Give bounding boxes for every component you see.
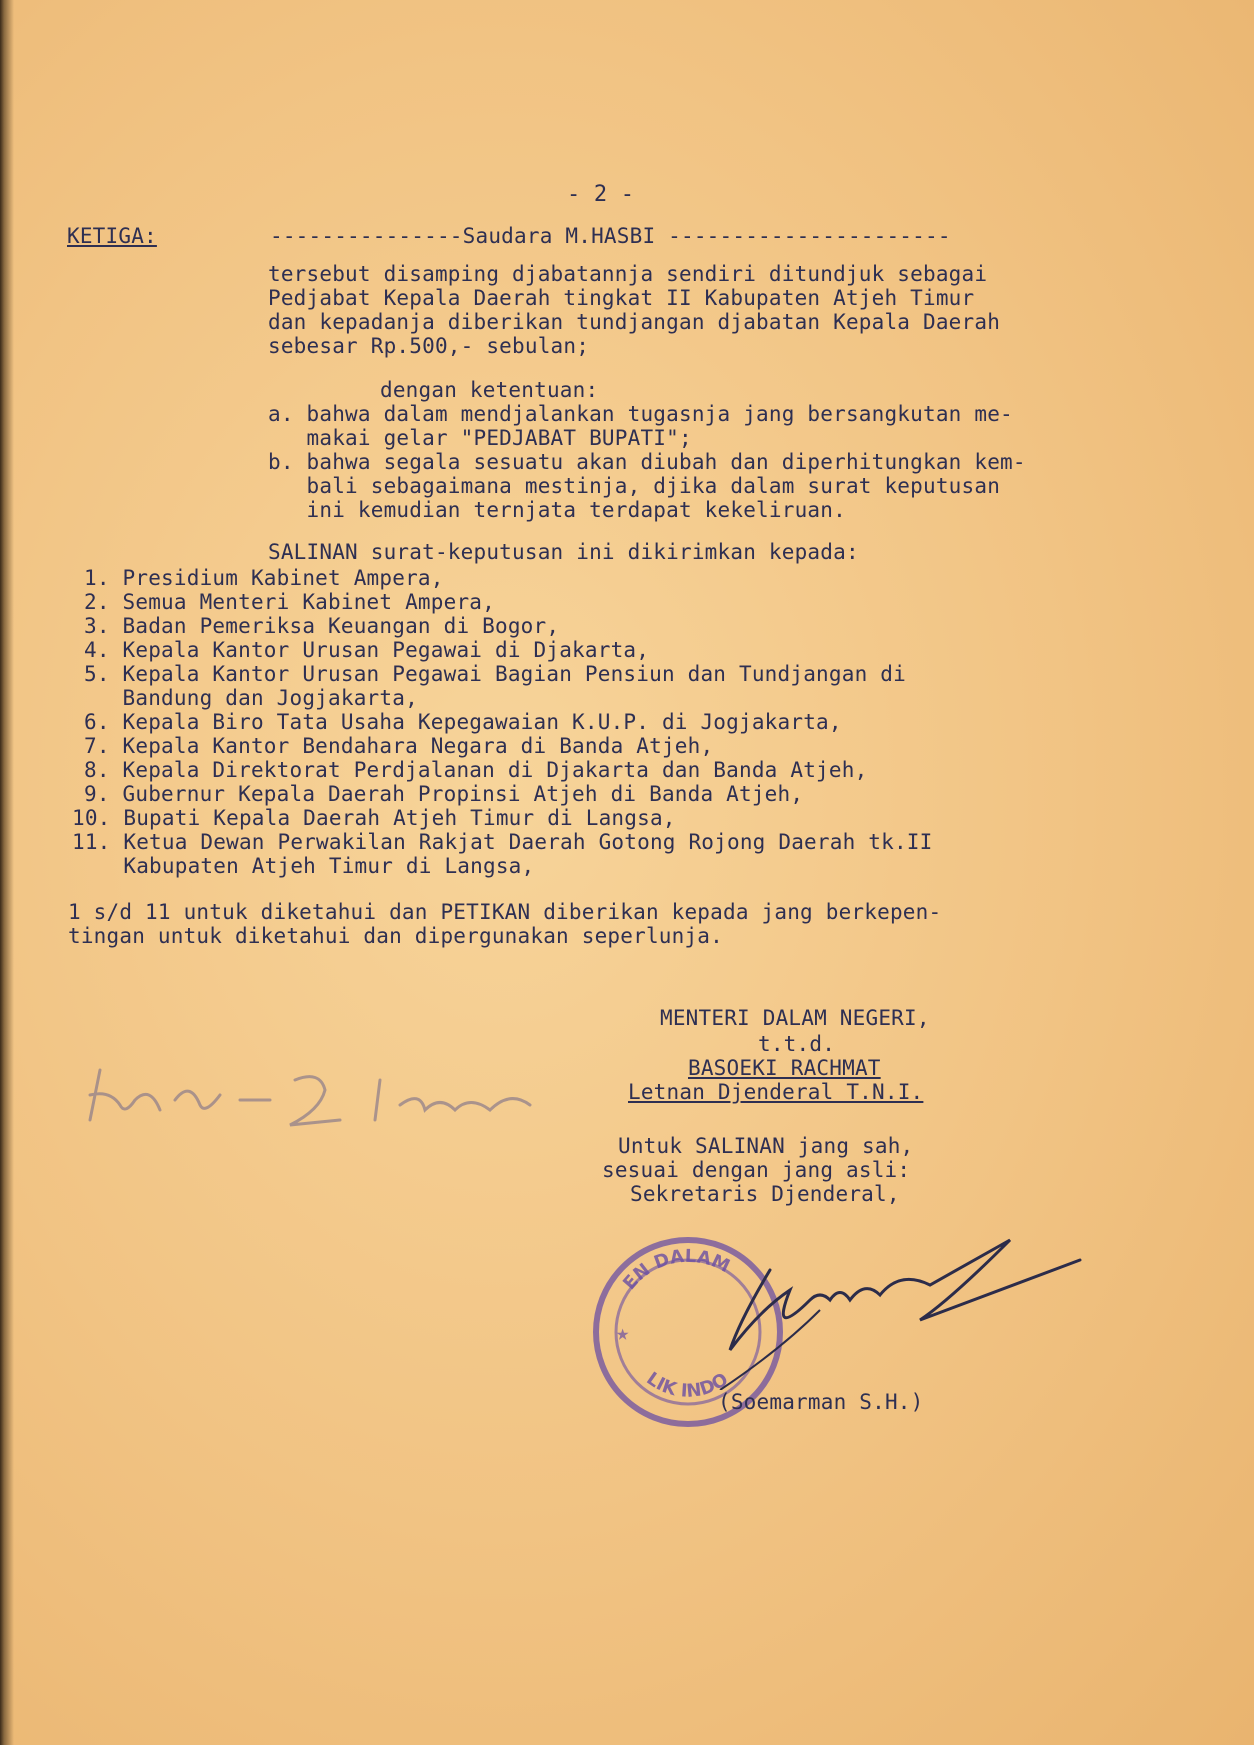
- page-edge: [0, 0, 14, 1745]
- certification-line: Sekretaris Djenderal,: [630, 1182, 900, 1206]
- ketiga-para-line: dan kepadanja diberikan tundjangan djabatan Kepala Daerah: [268, 310, 1001, 334]
- ketentuan-line: ini kemudian ternjata terdapat kekeliruan.: [268, 498, 846, 522]
- signatory-ttd: t.t.d.: [758, 1032, 836, 1056]
- clerk-name: (Soemarman S.H.): [718, 1390, 924, 1414]
- handwritten-note: [80, 1050, 560, 1130]
- ketiga-heading: ---------------Saudara M.HASBI ----------------------: [270, 224, 951, 248]
- ketentuan-line: makai gelar "PEDJABAT BUPATI";: [268, 426, 692, 450]
- recipient-item: 4. Kepala Kantor Urusan Pegawai di Djakarta,: [84, 638, 650, 662]
- recipient-item: Bandung dan Jogjakarta,: [84, 686, 418, 710]
- recipient-item: 5. Kepala Kantor Urusan Pegawai Bagian Pensiun dan Tundjangan di: [84, 662, 906, 686]
- signatory-rank: Letnan Djenderal T.N.I.: [628, 1080, 924, 1104]
- ketentuan-line: bali sebagaimana mestinja, djika dalam surat keputusan: [268, 474, 1001, 498]
- recipient-item: 1. Presidium Kabinet Ampera,: [84, 566, 444, 590]
- closing-line: tingan untuk diketahui dan dipergunakan seperlunja.: [68, 924, 723, 948]
- ketentuan-line: b. bahwa segala sesuatu akan diubah dan diperhitungkan kem-: [268, 450, 1026, 474]
- ketiga-para-line: tersebut disamping djabatannja sendiri ditundjuk sebagai: [268, 262, 988, 286]
- recipient-item: 3. Badan Pemeriksa Keuangan di Bogor,: [84, 614, 560, 638]
- page-number: - 2 -: [567, 182, 635, 207]
- signatory-office: MENTERI DALAM NEGERI,: [660, 1006, 930, 1030]
- recipient-item: 6. Kepala Biro Tata Usaha Kepegawaian K.U.P. di Jogjakarta,: [84, 710, 842, 734]
- recipient-item: Kabupaten Atjeh Timur di Langsa,: [72, 854, 535, 878]
- signature: [700, 1230, 1100, 1390]
- recipient-item: 8. Kepala Direktorat Perdjalanan di Djakarta dan Banda Atjeh,: [84, 758, 868, 782]
- ketiga-para-line: Pedjabat Kepala Daerah tingkat II Kabupaten Atjeh Timur: [268, 286, 975, 310]
- recipient-item: 11. Ketua Dewan Perwakilan Rakjat Daerah Gotong Rojong Daerah tk.II: [72, 830, 933, 854]
- recipient-item: 10. Bupati Kepala Daerah Atjeh Timur di Langsa,: [72, 806, 676, 830]
- recipient-item: 9. Gubernur Kepala Daerah Propinsi Atjeh di Banda Atjeh,: [84, 782, 804, 806]
- signatory-name: BASOEKI RACHMAT: [688, 1056, 881, 1080]
- star-icon: ★: [616, 1321, 630, 1346]
- stamp-text-top: EN DALAM: [619, 1245, 734, 1294]
- ketiga-para-line: sebesar Rp.500,- sebulan;: [268, 334, 590, 358]
- stamp-text-bottom: LIK INDO: [642, 1368, 733, 1402]
- ketentuan-intro: dengan ketentuan:: [380, 378, 599, 402]
- salinan-intro: SALINAN surat-keputusan ini dikirimkan kepada:: [268, 540, 859, 564]
- recipient-item: 7. Kepala Kantor Bendahara Negara di Banda Atjeh,: [84, 734, 714, 758]
- certification-line: Untuk SALINAN jang sah,: [618, 1134, 914, 1158]
- certification-line: sesuai dengan jang asli:: [602, 1158, 911, 1182]
- recipient-item: 2. Semua Menteri Kabinet Ampera,: [84, 590, 495, 614]
- closing-line: 1 s/d 11 untuk diketahui dan PETIKAN diberikan kepada jang berkepen-: [68, 900, 942, 924]
- ketentuan-line: a. bahwa dalam mendjalankan tugasnja jang bersangkutan me-: [268, 402, 1013, 426]
- ketiga-label: KETIGA:: [67, 224, 157, 248]
